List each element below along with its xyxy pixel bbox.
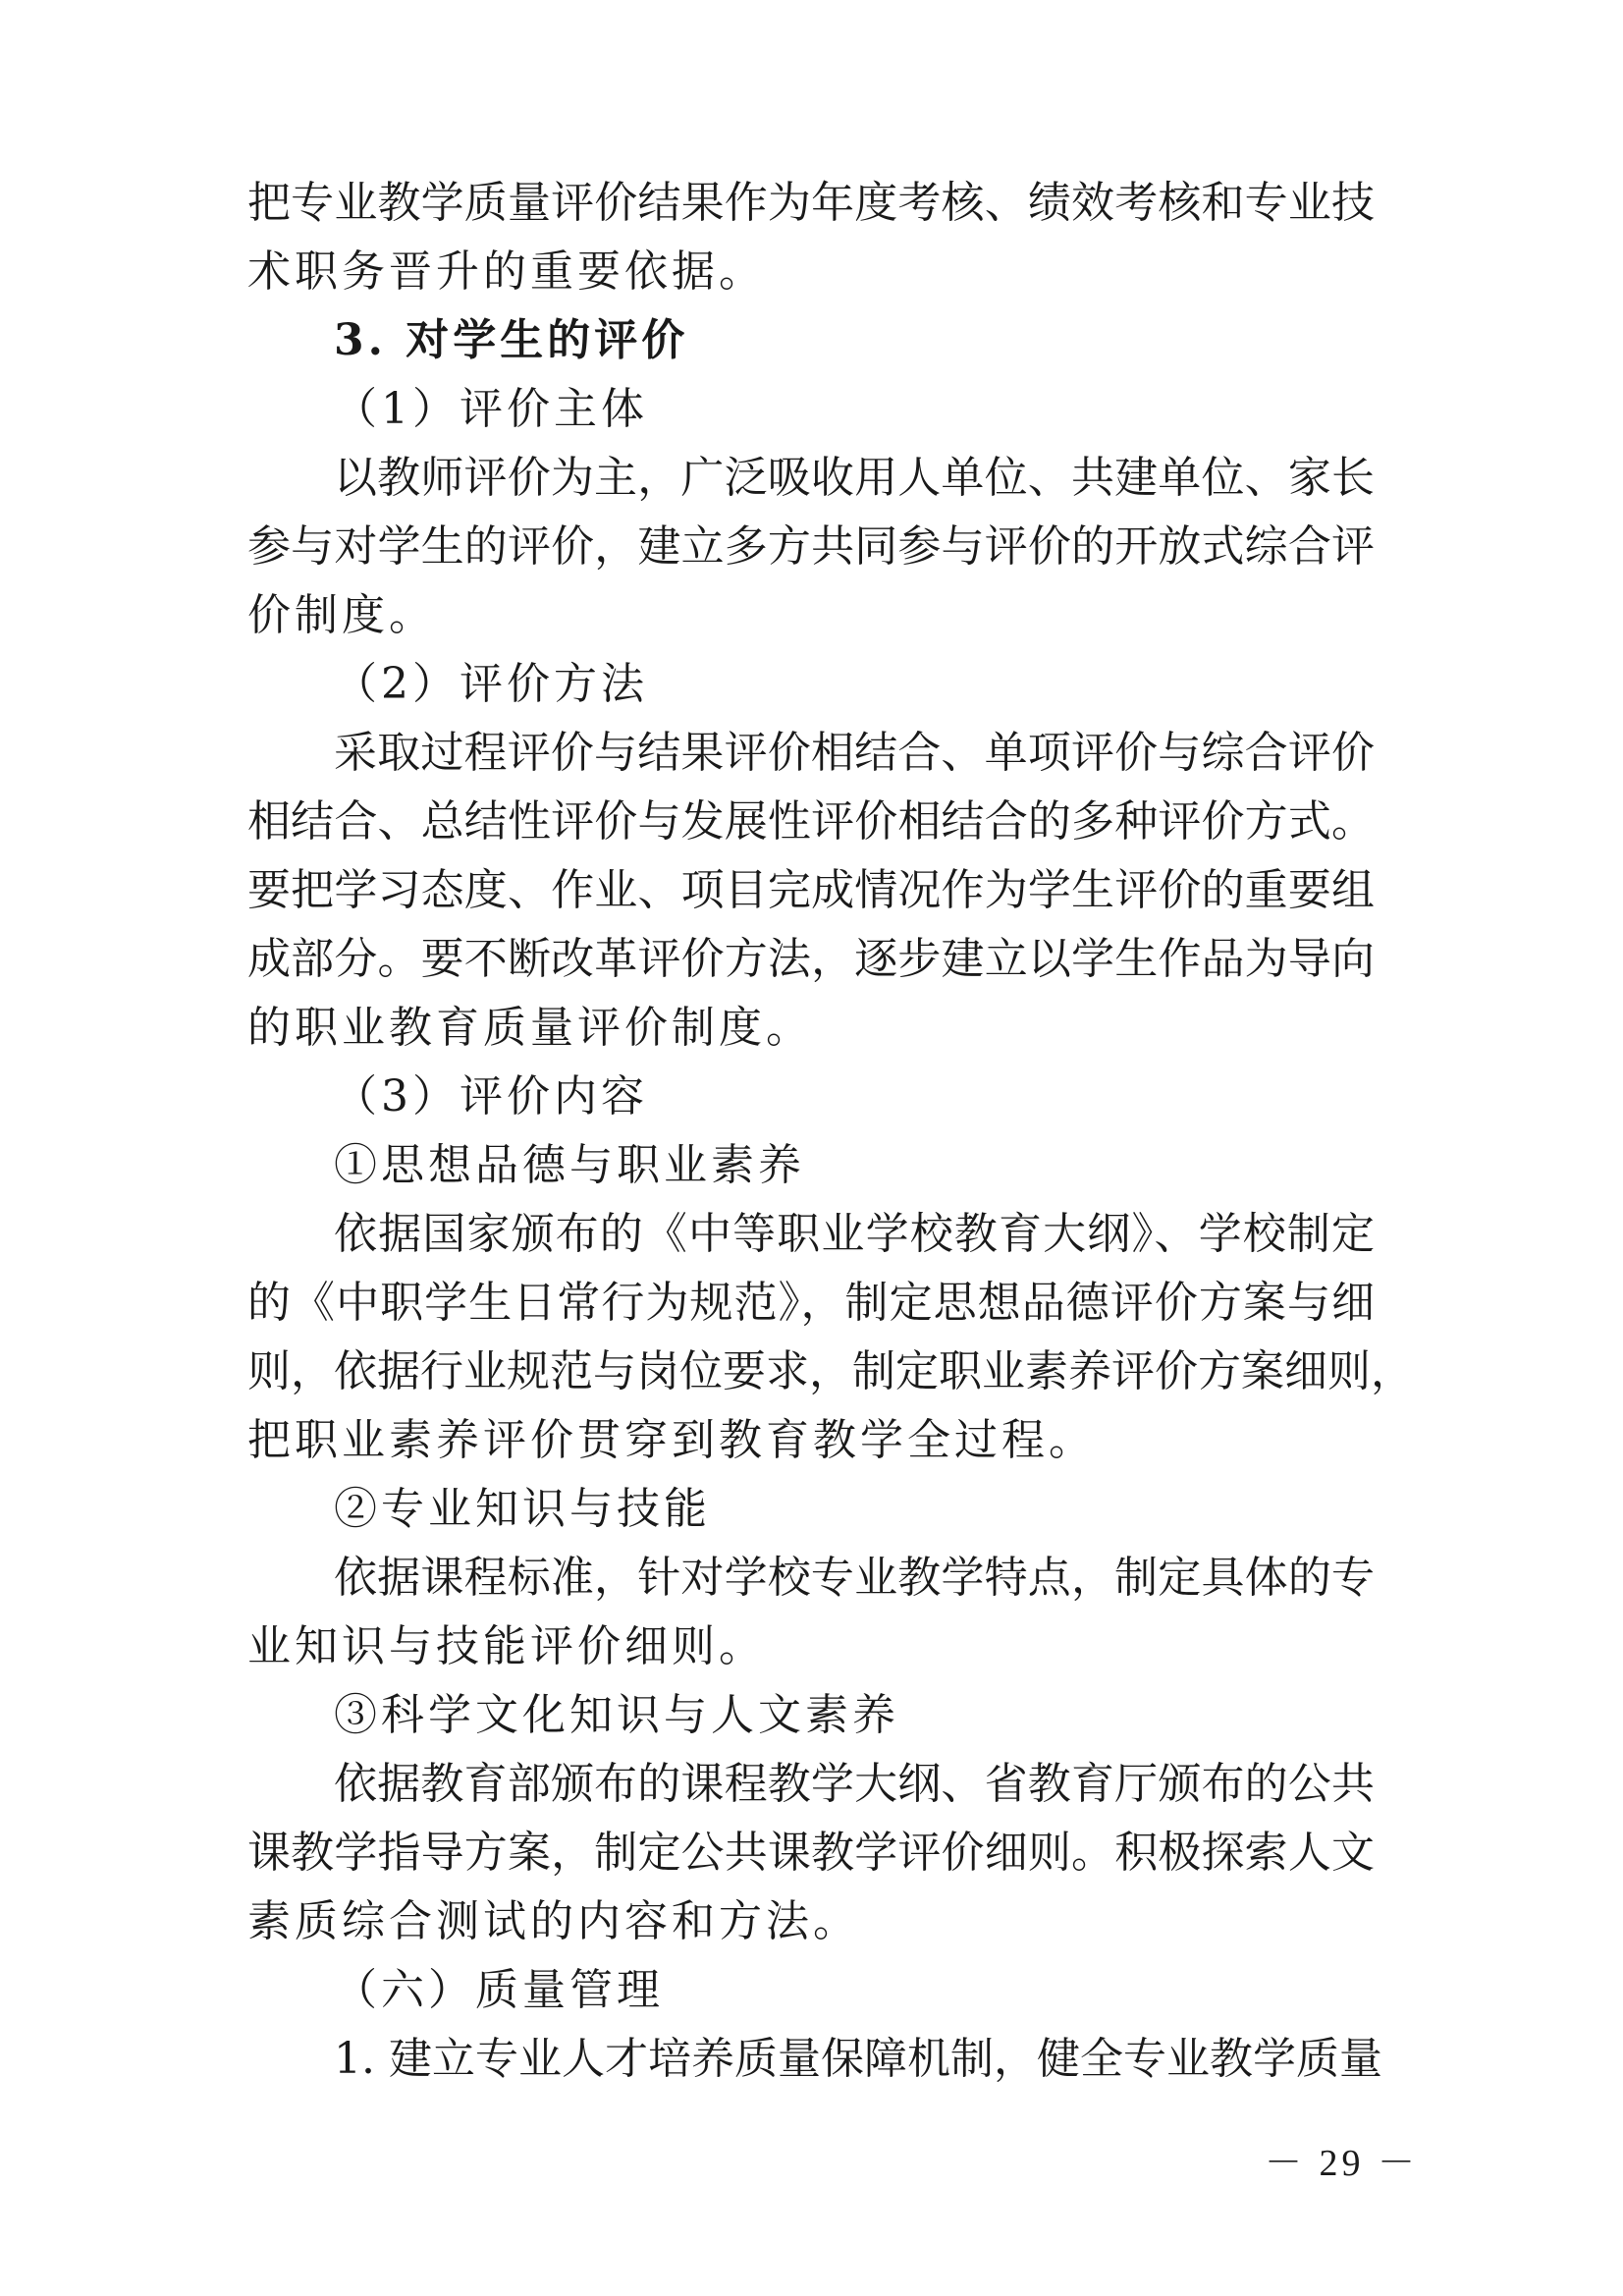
subheading: （3）评价内容	[334, 1071, 648, 1121]
paragraph-line: 把职业素养评价贯穿到教育教学全过程。	[247, 1415, 1096, 1465]
paragraph-line: 价制度。	[247, 590, 436, 640]
paragraph-line: 依据课程标准，针对学校专业教学特点，制定具体的专	[334, 1553, 1375, 1603]
paragraph-line: 业知识与技能评价细则。	[247, 1621, 766, 1671]
paragraph-line: 的《中职学生日常行为规范》，制定思想品德评价方案与细	[247, 1278, 1375, 1328]
paragraph-line: 的职业教育质量评价制度。	[247, 1003, 813, 1053]
paragraph-line: 素质综合测试的内容和方法。	[247, 1896, 860, 1946]
paragraph-line: 参与对学生的评价，建立多方共同参与评价的开放式综合评	[247, 521, 1375, 572]
paragraph-line: 依据教育部颁布的课程教学大纲、省教育厅颁布的公共	[334, 1759, 1375, 1809]
body-text	[247, 169, 1414, 2094]
paragraph-line: 以教师评价为主，广泛吸收用人单位、共建单位、家长	[334, 453, 1375, 503]
paragraph-line: 相结合、总结性评价与发展性评价相结合的多种评价方式。	[247, 796, 1375, 847]
item-heading: ③科学文化知识与人文素养	[334, 1690, 899, 1740]
paragraph-line: 则，依据行业规范与岗位要求，制定职业素养评价方案细则，	[247, 1346, 1414, 1396]
paragraph-line: 1. 建立专业人才培养质量保障机制，健全专业教学质量	[334, 2034, 1382, 2084]
paragraph-line: 依据国家颁布的《中等职业学校教育大纲》、学校制定	[334, 1209, 1375, 1259]
item-heading: ①思想品德与职业素养	[334, 1140, 805, 1190]
paragraph-line: 采取过程评价与结果评价相结合、单项评价与综合评价	[334, 728, 1375, 778]
section-heading: 3. 对学生的评价	[334, 315, 689, 365]
paragraph-line: 术职务晋升的重要依据。	[247, 246, 766, 297]
page-number: － 29 －	[1265, 2143, 1420, 2184]
paragraph-line: 要把学习态度、作业、项目完成情况作为学生评价的重要组	[247, 865, 1375, 915]
paragraph-line: 成部分。要不断改革评价方法，逐步建立以学生作品为导向	[247, 934, 1375, 984]
paragraph-line: 课教学指导方案，制定公共课教学评价细则。积极探索人文	[247, 1828, 1375, 1878]
section-heading: （六）质量管理	[334, 1965, 664, 2015]
paragraph-line: 把专业教学质量评价结果作为年度考核、绩效考核和专业技	[247, 178, 1375, 228]
item-heading: ②专业知识与技能	[334, 1484, 711, 1534]
subheading: （1）评价主体	[334, 384, 648, 434]
subheading: （2）评价方法	[334, 659, 648, 709]
